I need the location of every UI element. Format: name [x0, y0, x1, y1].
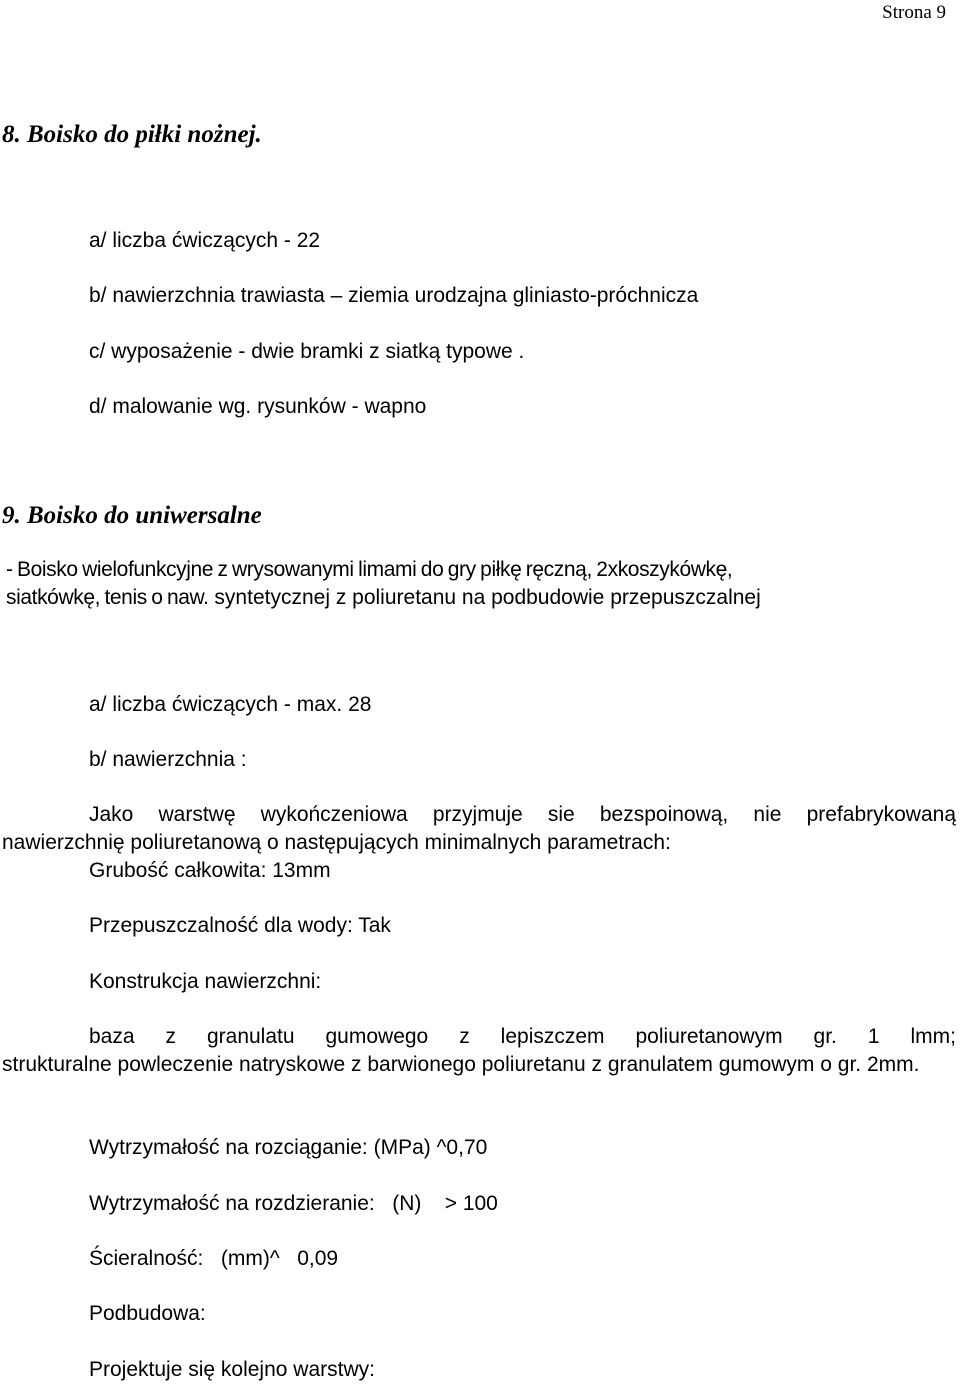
- section-9-intro-line-2-part-a: siatkówkę, tenis o naw.: [6, 586, 209, 609]
- section-9-intro-line-1: - Boisko wielofunkcyjne z wrysowanymi limami do gry piłkę ręczną, 2xkoszykówkę,: [6, 558, 733, 581]
- construction-label: Konstrukcja nawierzchni:: [89, 970, 322, 993]
- surface-layer-paragraph: [2, 801, 956, 857]
- tear-strength-param: Wytrzymałość na rozdzieranie: (N) > 100: [89, 1192, 498, 1215]
- thickness-param: Grubość całkowita: 13mm: [89, 859, 331, 882]
- construction-paragraph-line-1: baza z granulatu gumowego z lepiszczem poliuretanowym gr. 1 lmm;: [89, 1025, 956, 1048]
- section-9-intro-line-2: [6, 584, 761, 612]
- section-8-item-a: a/ liczba ćwiczących - 22: [89, 229, 321, 252]
- surface-layer-paragraph-line-1: Jako warstwę wykończeniowa przyjmuje sie bezspoinową, nie prefabrykowaną: [89, 803, 956, 826]
- base-label: Podbudowa:: [89, 1302, 206, 1325]
- abrasion-param: Ścieralność: (mm)^ 0,09: [89, 1247, 339, 1270]
- section-8-item-d: d/ malowanie wg. rysunków - wapno: [89, 395, 427, 418]
- construction-paragraph-rest: strukturalne powleczenie natryskowe z barwionego poliuretanu z granulatem gumowym o gr. 2mm.: [2, 1053, 920, 1076]
- construction-paragraph: [2, 1023, 956, 1079]
- section-8-item-c: c/ wyposażenie - dwie bramki z siatką typowe .: [89, 340, 525, 363]
- section-9-heading: 9. Boisko do uniwersalne: [2, 502, 262, 529]
- tensile-strength-param: Wytrzymałość na rozciąganie: (MPa) ^0,70: [89, 1136, 488, 1159]
- page-number: Strona 9: [882, 2, 946, 23]
- section-8-item-b: b/ nawierzchnia trawiasta – ziemia urodzajna gliniasto-próchnicza: [89, 284, 699, 307]
- layers-intro: Projektuje się kolejno warstwy:: [89, 1358, 375, 1381]
- section-9-item-a: a/ liczba ćwiczących - max. 28: [89, 693, 372, 716]
- section-9-item-b: b/ nawierzchnia :: [89, 748, 247, 771]
- surface-layer-paragraph-line-2: nawierzchnię poliuretanową o następujących minimalnych parametrach:: [2, 831, 671, 854]
- section-9-intro-line-2-part-b: syntetycznej z poliuretanu na podbudowie przepuszczalnej: [208, 586, 761, 609]
- section-8-heading: 8. Boisko do piłki nożnej.: [2, 121, 262, 148]
- permeability-param: Przepuszczalność dla wody: Tak: [89, 914, 391, 937]
